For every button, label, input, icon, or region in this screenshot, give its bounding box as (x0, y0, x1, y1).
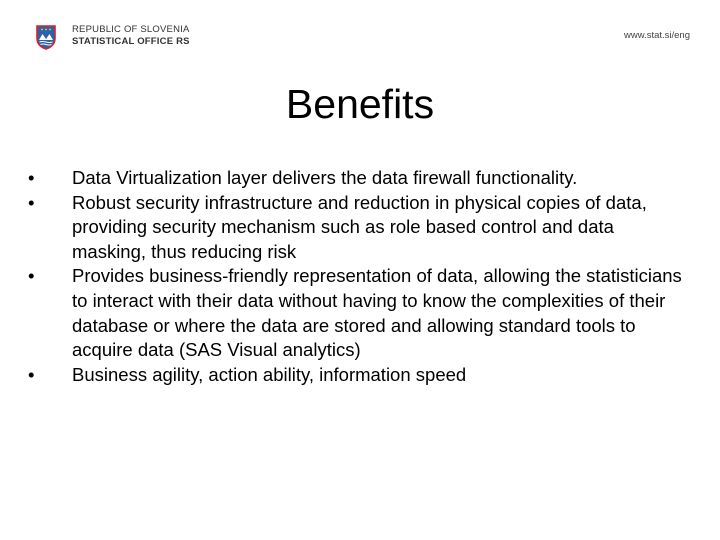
org-name-line2: STATISTICAL OFFICE RS (72, 36, 190, 47)
bullet-glyph: • (28, 167, 35, 188)
website-url: www.stat.si/eng (624, 30, 690, 41)
bullet-text: Data Virtualization layer delivers the data firewall functionality. (72, 167, 578, 188)
bullet-item (24, 191, 684, 265)
org-name-line1: REPUBLIC OF SLOVENIA (72, 24, 190, 35)
bullet-text: Provides business-friendly representation of data, allowing the statisticians to interact with their data without having to know the complexities of their database or where the data are stored and allowing standard tools to acquire data (SAS Visual analytics) (72, 265, 682, 361)
slide-title-text: Benefits (285, 81, 435, 127)
bullet-text: Business agility, action ability, information speed (72, 363, 467, 385)
bullet-item (24, 166, 684, 191)
coat-of-arms-icon (32, 23, 60, 51)
bullet-glyph: • (28, 191, 35, 213)
bullet-item (24, 363, 684, 388)
bullet-glyph: • (28, 363, 35, 385)
organization-name (72, 24, 190, 48)
bullet-list (24, 166, 684, 387)
bullet-text: Robust security infrastructure and reduction in physical copies of data, providing security mechanism such as role based control and data masking, thus reducing risk (72, 191, 647, 262)
slide-header (32, 20, 690, 56)
slide-title (0, 80, 720, 128)
bullet-glyph: • (28, 265, 35, 287)
bullet-item (24, 264, 684, 362)
